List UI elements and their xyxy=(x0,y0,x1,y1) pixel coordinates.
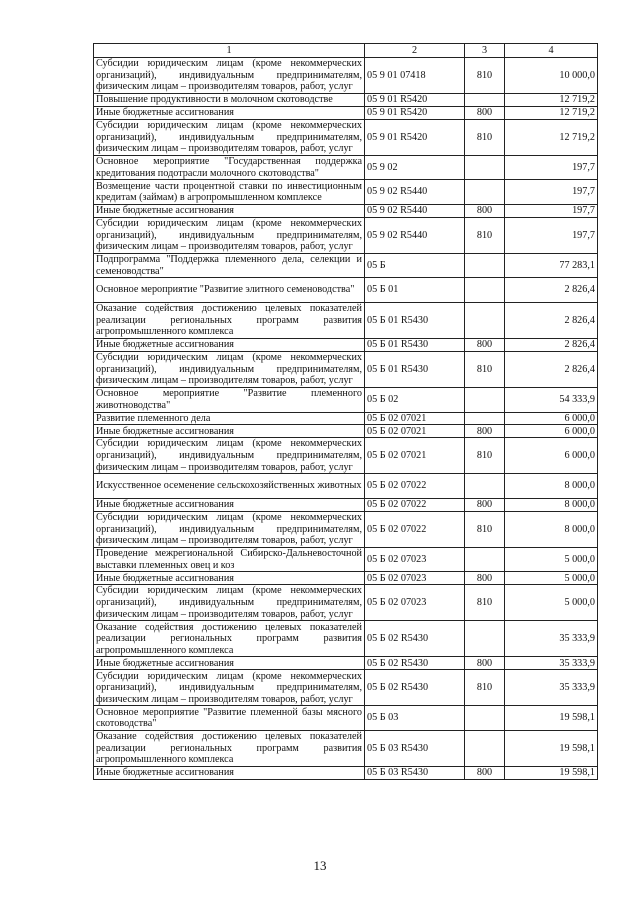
row-name: Иные бюджетные ассигнования xyxy=(94,657,365,670)
row-code: 05 Б 02 07022 xyxy=(365,511,465,547)
row-expense-type: 810 xyxy=(465,670,505,706)
row-name: Иные бюджетные ассигнования xyxy=(94,498,365,511)
row-amount: 2 826,4 xyxy=(505,351,598,387)
table-row xyxy=(94,204,598,217)
row-code: 05 Б 02 07021 xyxy=(365,412,465,425)
table-row xyxy=(94,547,598,572)
table-row xyxy=(94,412,598,425)
table-row xyxy=(94,438,598,474)
row-amount: 6 000,0 xyxy=(505,412,598,425)
row-name: Основное мероприятие "Государственная поддержка кредитования подотрасли молочного скотоводства" xyxy=(94,155,365,180)
row-amount: 5 000,0 xyxy=(505,585,598,621)
row-name: Субсидии юридическим лицам (кроме некоммерческих организаций), индивидуальным предпринимателям, физическим лицам – производителям товаров, работ, услуг xyxy=(94,585,365,621)
header-col-1: 1 xyxy=(94,44,365,58)
row-code: 05 Б 02 R5430 xyxy=(365,621,465,657)
row-expense-type: 800 xyxy=(465,498,505,511)
table-row xyxy=(94,106,598,119)
row-code: 05 Б 01 xyxy=(365,278,465,303)
row-code: 05 9 01 07418 xyxy=(365,58,465,94)
row-amount: 2 826,4 xyxy=(505,339,598,352)
header-col-4: 4 xyxy=(505,44,598,58)
row-amount: 12 719,2 xyxy=(505,94,598,107)
row-code: 05 Б 02 07023 xyxy=(365,572,465,585)
row-code: 05 Б xyxy=(365,253,465,278)
row-name: Искусственное осеменение сельскохозяйственных животных xyxy=(94,474,365,499)
header-col-2: 2 xyxy=(365,44,465,58)
row-amount: 12 719,2 xyxy=(505,119,598,155)
row-code: 05 9 01 R5420 xyxy=(365,106,465,119)
row-name: Основное мероприятие "Развитие племенной базы мясного скотоводства" xyxy=(94,706,365,731)
row-name: Иные бюджетные ассигнования xyxy=(94,767,365,780)
row-name: Развитие племенного дела xyxy=(94,412,365,425)
table-row xyxy=(94,58,598,94)
row-expense-type: 800 xyxy=(465,425,505,438)
row-expense-type xyxy=(465,412,505,425)
table-row xyxy=(94,253,598,278)
row-code: 05 Б 02 07023 xyxy=(365,547,465,572)
row-code: 05 9 01 R5420 xyxy=(365,94,465,107)
table-row xyxy=(94,670,598,706)
table-body xyxy=(94,58,598,780)
row-expense-type: 810 xyxy=(465,438,505,474)
row-amount: 35 333,9 xyxy=(505,657,598,670)
table-row xyxy=(94,767,598,780)
row-expense-type: 800 xyxy=(465,106,505,119)
row-code: 05 Б 03 R5430 xyxy=(365,767,465,780)
row-expense-type: 810 xyxy=(465,119,505,155)
row-expense-type: 810 xyxy=(465,585,505,621)
row-name: Субсидии юридическим лицам (кроме некоммерческих организаций), индивидуальным предпринимателям, физическим лицам – производителям товаров, работ, услуг xyxy=(94,351,365,387)
row-name: Субсидии юридическим лицам (кроме некоммерческих организаций), индивидуальным предпринимателям, физическим лицам – производителям товаров, работ, услуг xyxy=(94,670,365,706)
table-row xyxy=(94,585,598,621)
row-expense-type xyxy=(465,621,505,657)
row-amount: 35 333,9 xyxy=(505,670,598,706)
row-name: Иные бюджетные ассигнования xyxy=(94,204,365,217)
row-amount: 197,7 xyxy=(505,204,598,217)
row-expense-type xyxy=(465,253,505,278)
row-expense-type xyxy=(465,94,505,107)
table-row xyxy=(94,94,598,107)
row-code: 05 9 01 R5420 xyxy=(365,119,465,155)
row-name: Иные бюджетные ассигнования xyxy=(94,572,365,585)
row-amount: 8 000,0 xyxy=(505,498,598,511)
row-expense-type xyxy=(465,474,505,499)
row-code: 05 9 02 R5440 xyxy=(365,217,465,253)
row-code: 05 Б 01 R5430 xyxy=(365,339,465,352)
table-row xyxy=(94,278,598,303)
row-amount: 2 826,4 xyxy=(505,302,598,338)
row-expense-type: 810 xyxy=(465,351,505,387)
row-amount: 8 000,0 xyxy=(505,474,598,499)
table-row xyxy=(94,511,598,547)
row-code: 05 9 02 R5440 xyxy=(365,204,465,217)
row-name: Иные бюджетные ассигнования xyxy=(94,106,365,119)
row-amount: 19 598,1 xyxy=(505,730,598,766)
row-amount: 54 333,9 xyxy=(505,388,598,413)
row-code: 05 9 02 R5440 xyxy=(365,180,465,205)
row-name: Оказание содействия достижению целевых показателей реализации региональных программ развития агропромышленного комплекса xyxy=(94,730,365,766)
row-amount: 6 000,0 xyxy=(505,438,598,474)
table-row xyxy=(94,706,598,731)
table-row xyxy=(94,474,598,499)
table-row xyxy=(94,657,598,670)
row-name: Оказание содействия достижению целевых показателей реализации региональных программ развития агропромышленного комплекса xyxy=(94,302,365,338)
budget-table xyxy=(93,43,598,780)
table-row xyxy=(94,155,598,180)
row-expense-type: 810 xyxy=(465,217,505,253)
row-amount: 19 598,1 xyxy=(505,767,598,780)
row-name: Проведение межрегиональной Сибирско-Дальневосточной выставки племенных овец и коз xyxy=(94,547,365,572)
row-amount: 5 000,0 xyxy=(505,547,598,572)
row-amount: 197,7 xyxy=(505,217,598,253)
row-name: Основное мероприятие "Развитие племенного животноводства" xyxy=(94,388,365,413)
row-code: 05 Б 02 07023 xyxy=(365,585,465,621)
table-row xyxy=(94,180,598,205)
row-expense-type xyxy=(465,388,505,413)
row-code: 05 9 02 xyxy=(365,155,465,180)
row-name: Субсидии юридическим лицам (кроме некоммерческих организаций), индивидуальным предпринимателям, физическим лицам – производителям товаров, работ, услуг xyxy=(94,217,365,253)
row-expense-type: 800 xyxy=(465,657,505,670)
table-header-row xyxy=(94,44,598,58)
row-amount: 197,7 xyxy=(505,180,598,205)
row-amount: 77 283,1 xyxy=(505,253,598,278)
table-row xyxy=(94,119,598,155)
row-expense-type xyxy=(465,706,505,731)
row-expense-type xyxy=(465,730,505,766)
row-amount: 6 000,0 xyxy=(505,425,598,438)
row-expense-type xyxy=(465,547,505,572)
page-number: 13 xyxy=(313,858,327,873)
table-row xyxy=(94,425,598,438)
row-amount: 197,7 xyxy=(505,155,598,180)
row-name: Основное мероприятие "Развитие элитного семеноводства" xyxy=(94,278,365,303)
row-name: Субсидии юридическим лицам (кроме некоммерческих организаций), индивидуальным предпринимателям, физическим лицам – производителям товаров, работ, услуг xyxy=(94,119,365,155)
row-amount: 5 000,0 xyxy=(505,572,598,585)
row-amount: 19 598,1 xyxy=(505,706,598,731)
row-code: 05 Б 02 07022 xyxy=(365,498,465,511)
row-expense-type: 810 xyxy=(465,58,505,94)
row-code: 05 Б 02 07021 xyxy=(365,438,465,474)
row-amount: 8 000,0 xyxy=(505,511,598,547)
row-name: Субсидии юридическим лицам (кроме некоммерческих организаций), индивидуальным предпринимателям, физическим лицам – производителям товаров, работ, услуг xyxy=(94,511,365,547)
row-name: Повышение продуктивности в молочном скотоводстве xyxy=(94,94,365,107)
row-name: Иные бюджетные ассигнования xyxy=(94,339,365,352)
row-expense-type xyxy=(465,278,505,303)
row-name: Возмещение части процентной ставки по инвестиционным кредитам (займам) в агропромышленном комплексе xyxy=(94,180,365,205)
row-expense-type xyxy=(465,302,505,338)
row-expense-type: 800 xyxy=(465,204,505,217)
row-name: Оказание содействия достижению целевых показателей реализации региональных программ развития агропромышленного комплекса xyxy=(94,621,365,657)
table-row xyxy=(94,339,598,352)
row-expense-type: 800 xyxy=(465,572,505,585)
row-code: 05 Б 01 R5430 xyxy=(365,351,465,387)
row-amount: 2 826,4 xyxy=(505,278,598,303)
row-code: 05 Б 02 07022 xyxy=(365,474,465,499)
row-expense-type xyxy=(465,155,505,180)
table-row xyxy=(94,388,598,413)
table-row xyxy=(94,217,598,253)
row-code: 05 Б 02 R5430 xyxy=(365,670,465,706)
table-row xyxy=(94,730,598,766)
header-col-3: 3 xyxy=(465,44,505,58)
row-name: Иные бюджетные ассигнования xyxy=(94,425,365,438)
table-row xyxy=(94,572,598,585)
row-name: Подпрограмма "Поддержка племенного дела, селекции и семеноводства" xyxy=(94,253,365,278)
table-row xyxy=(94,621,598,657)
row-code: 05 Б 03 xyxy=(365,706,465,731)
row-amount: 35 333,9 xyxy=(505,621,598,657)
row-expense-type: 800 xyxy=(465,767,505,780)
row-code: 05 Б 03 R5430 xyxy=(365,730,465,766)
row-name: Субсидии юридическим лицам (кроме некоммерческих организаций), индивидуальным предпринимателям, физическим лицам – производителям товаров, работ, услуг xyxy=(94,438,365,474)
row-code: 05 Б 02 xyxy=(365,388,465,413)
row-expense-type: 800 xyxy=(465,339,505,352)
row-code: 05 Б 01 R5430 xyxy=(365,302,465,338)
row-code: 05 Б 02 R5430 xyxy=(365,657,465,670)
row-expense-type: 810 xyxy=(465,511,505,547)
row-code: 05 Б 02 07021 xyxy=(365,425,465,438)
row-amount: 10 000,0 xyxy=(505,58,598,94)
table-row xyxy=(94,498,598,511)
table-row xyxy=(94,302,598,338)
row-amount: 12 719,2 xyxy=(505,106,598,119)
row-name: Субсидии юридическим лицам (кроме некоммерческих организаций), индивидуальным предпринимателям, физическим лицам – производителям товаров, работ, услуг xyxy=(94,58,365,94)
budget-table-sheet xyxy=(93,43,597,780)
table-row xyxy=(94,351,598,387)
row-expense-type xyxy=(465,180,505,205)
